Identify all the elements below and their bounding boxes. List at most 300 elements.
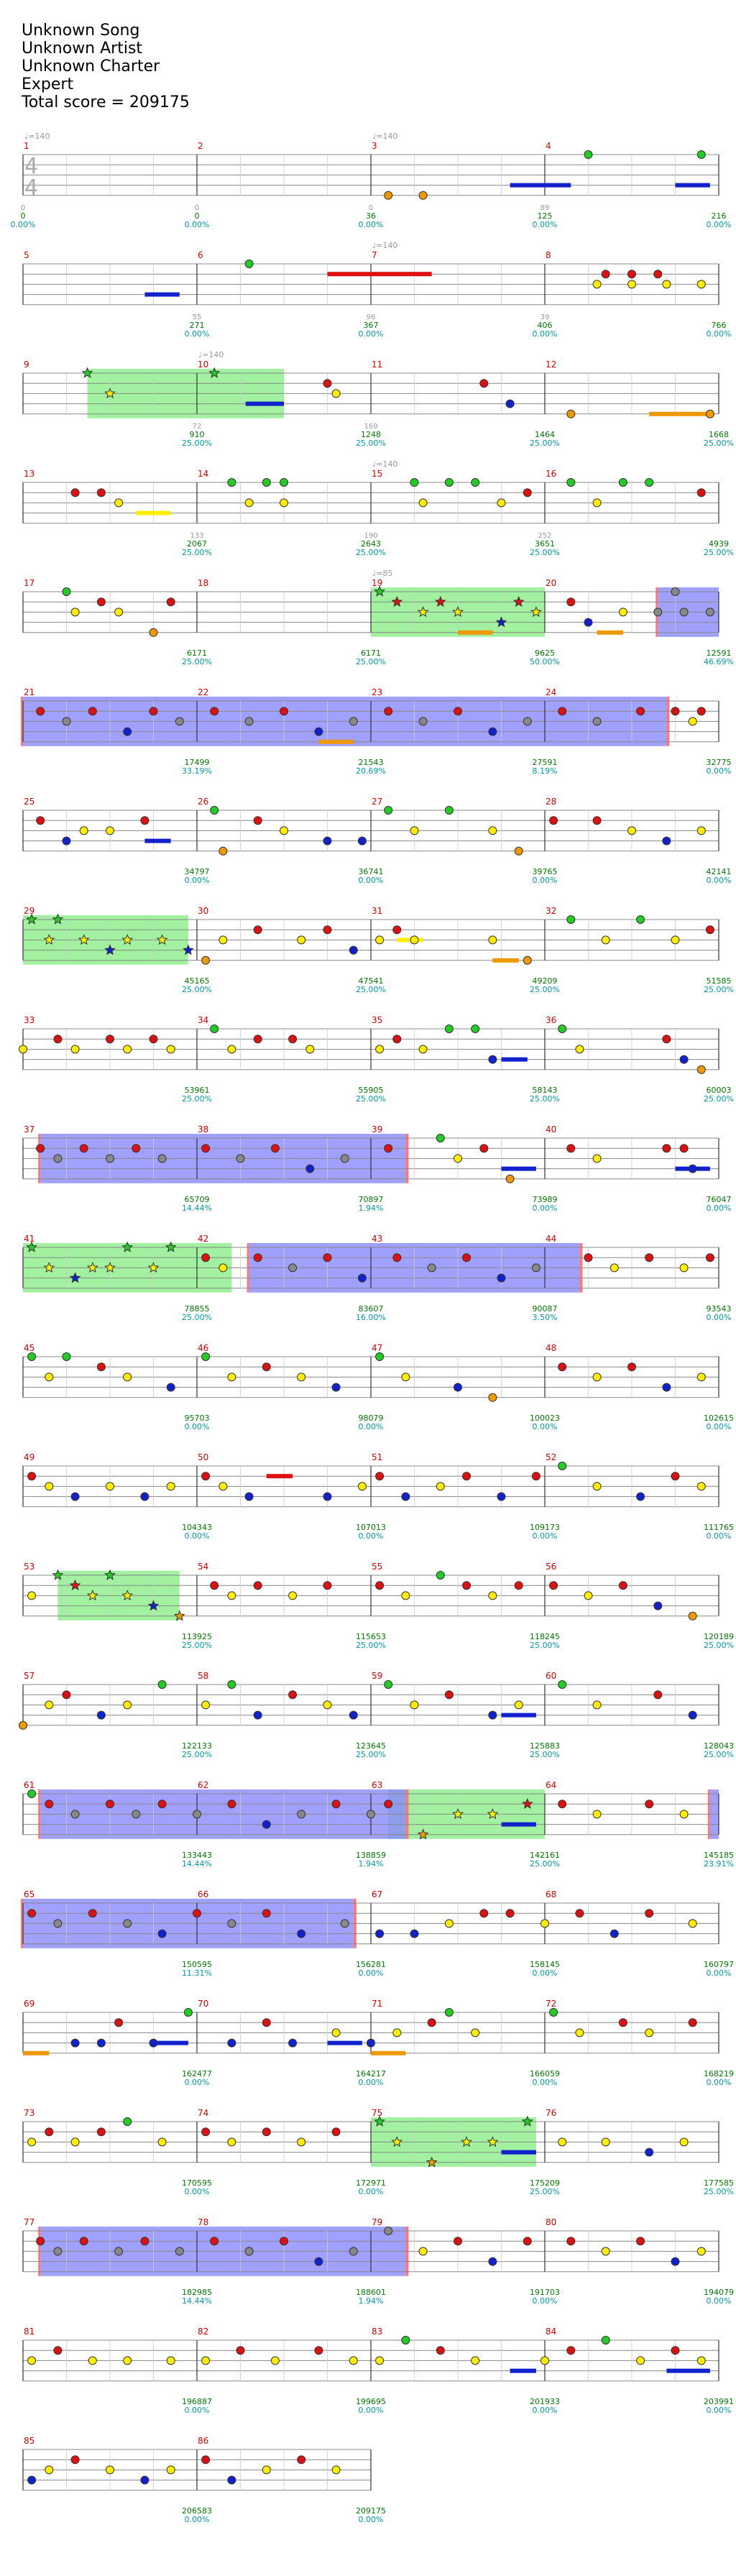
note-yellow <box>602 2247 610 2255</box>
measure-score: 120189 <box>704 1631 734 1641</box>
measure-number: 78 <box>198 2217 209 2227</box>
note-red <box>689 2019 696 2027</box>
note-red <box>97 2128 105 2136</box>
measure-number: 11 <box>372 359 383 370</box>
note-red <box>54 2347 62 2355</box>
note-yellow <box>332 390 340 398</box>
note-blue <box>71 1493 79 1500</box>
measure-number: 74 <box>198 2108 209 2118</box>
measure-score: 142161 <box>530 1850 560 1860</box>
note-yellow <box>341 1155 349 1163</box>
note-red <box>202 1145 210 1152</box>
measure-score: 175209 <box>530 2178 560 2188</box>
measure-number: 17 <box>24 578 35 588</box>
note-count: 0 <box>20 203 26 212</box>
note-yellow <box>54 1155 62 1163</box>
measure-percent: 0.00% <box>532 1968 558 1978</box>
note-green <box>28 1790 36 1798</box>
measure-score: 123645 <box>356 1741 386 1751</box>
note-yellow <box>132 1810 140 1818</box>
note-red <box>228 1800 236 1808</box>
note-red <box>202 2128 210 2136</box>
measure-number: 8 <box>546 250 551 260</box>
measure-percent: 0.00% <box>358 2186 384 2196</box>
measure-number: 58 <box>198 1671 209 1681</box>
note-yellow <box>489 936 497 944</box>
measure-percent: 25.00% <box>356 984 386 994</box>
note-yellow <box>341 1920 349 1928</box>
note-red <box>37 817 45 825</box>
note-red <box>593 817 601 825</box>
measure-number: 63 <box>372 1780 383 1790</box>
note-red <box>271 1145 279 1152</box>
measure-number: 13 <box>24 469 35 479</box>
sustain-blue <box>144 839 170 843</box>
measure-number: 61 <box>24 1780 35 1790</box>
note-orange <box>150 628 157 636</box>
note-yellow <box>219 936 227 944</box>
note-yellow <box>349 2247 357 2255</box>
note-yellow <box>228 2138 236 2146</box>
measure-score: 53961 <box>184 1085 210 1095</box>
note-red <box>523 489 531 497</box>
measure-percent: 0.00% <box>184 2186 210 2196</box>
note-orange <box>385 191 392 199</box>
note-yellow <box>202 1701 210 1709</box>
measure-score: 73989 <box>532 1194 558 1204</box>
note-yellow <box>271 2357 279 2365</box>
note-red <box>706 926 714 934</box>
note-red <box>254 1035 262 1043</box>
measure-percent: 0.00% <box>706 2296 732 2306</box>
note-yellow <box>593 499 601 507</box>
note-red <box>80 2237 88 2245</box>
note-green <box>410 479 418 487</box>
measure-score: 98079 <box>358 1413 384 1423</box>
measure-number: 25 <box>24 797 35 807</box>
note-yellow <box>532 1264 540 1272</box>
note-count: 252 <box>538 531 552 540</box>
sustain-orange <box>597 631 623 635</box>
measure-score: 39765 <box>532 866 558 876</box>
time-signature-top: 4 <box>24 154 39 179</box>
note-red <box>202 2456 210 2464</box>
note-red <box>480 380 488 388</box>
note-blue <box>71 2039 79 2047</box>
note-green <box>645 479 653 487</box>
sustain-orange <box>371 2051 405 2055</box>
note-yellow <box>376 936 384 944</box>
note-red <box>671 2347 679 2355</box>
measure-score: 1668 <box>709 429 729 439</box>
measure-score: 188601 <box>356 2287 386 2297</box>
note-yellow <box>576 2029 584 2037</box>
note-green <box>158 1681 166 1689</box>
measure-number: 27 <box>372 797 383 807</box>
note-blue <box>323 837 331 845</box>
measure-number: 81 <box>24 2327 35 2337</box>
sustain-blue <box>676 183 710 188</box>
note-yellow <box>219 1264 227 1272</box>
measure-percent: 25.00% <box>356 1640 386 1650</box>
measure-percent: 0.00% <box>184 2514 210 2524</box>
note-red <box>663 1145 671 1152</box>
measure-percent: 25.00% <box>704 1640 734 1650</box>
note-yellow <box>689 718 696 725</box>
sustain-blue <box>502 1713 536 1718</box>
measure-score: 104343 <box>182 1522 212 1532</box>
note-yellow <box>245 718 253 725</box>
note-yellow <box>376 2357 384 2365</box>
note-count: 72 <box>192 422 202 431</box>
note-red <box>132 1145 140 1152</box>
note-yellow <box>175 2247 183 2255</box>
note-blue <box>689 1711 696 1719</box>
note-yellow <box>706 608 714 616</box>
measure-score: 196887 <box>182 2396 212 2406</box>
note-yellow <box>193 1810 201 1818</box>
sustain-blue <box>502 1058 528 1062</box>
measure-score: 49209 <box>532 976 558 986</box>
measure-percent: 50.00% <box>530 656 560 666</box>
note-red <box>515 1582 523 1590</box>
note-yellow <box>393 2029 401 2037</box>
measure-number: 62 <box>198 1780 209 1790</box>
note-blue <box>671 2258 679 2265</box>
note-yellow <box>124 1045 132 1053</box>
measure-score: 203991 <box>704 2396 734 2406</box>
note-count: 0 <box>368 203 374 212</box>
measure-number: 73 <box>24 2108 35 2118</box>
note-red <box>558 1800 566 1808</box>
measure-percent: 14.44% <box>182 2296 212 2306</box>
measure-number: 71 <box>372 1999 383 2009</box>
note-yellow <box>671 936 679 944</box>
note-red <box>454 2237 462 2245</box>
note-blue <box>410 1930 418 1938</box>
note-red <box>558 707 566 715</box>
measure-score: 60003 <box>706 1085 732 1095</box>
note-yellow <box>349 2357 357 2365</box>
note-red <box>323 926 331 934</box>
measure-score: 125883 <box>530 1741 560 1751</box>
measure-number: 37 <box>24 1124 35 1135</box>
note-blue <box>28 2476 36 2484</box>
measure-percent: 25.00% <box>356 656 386 666</box>
measure-percent: 0.00% <box>706 329 732 339</box>
measure-percent: 25.00% <box>182 1094 212 1104</box>
note-yellow <box>106 1155 114 1163</box>
measure-number: 65 <box>24 1889 35 1899</box>
note-blue <box>454 1383 462 1391</box>
sustain-blue <box>510 2369 536 2373</box>
measure-number: 18 <box>198 578 209 588</box>
note-red <box>671 707 679 715</box>
note-yellow <box>28 2138 36 2146</box>
measure-number: 45 <box>24 1343 35 1353</box>
measure-number: 53 <box>24 1562 35 1572</box>
note-yellow <box>489 827 497 835</box>
measure-percent: 0.00% <box>358 2514 384 2524</box>
measure-percent: 25.00% <box>530 547 560 557</box>
measure-number: 44 <box>546 1234 557 1244</box>
note-orange <box>19 1721 27 1729</box>
sustain-orange <box>23 2051 49 2055</box>
sustain-blue <box>502 2150 536 2155</box>
measure-percent: 25.00% <box>704 438 734 448</box>
measure-number: 32 <box>546 906 557 916</box>
note-red <box>298 2456 305 2464</box>
note-red <box>619 1582 627 1590</box>
note-count: 96 <box>366 313 376 321</box>
measure-number: 46 <box>198 1343 209 1353</box>
note-red <box>97 489 105 497</box>
measure-number: 76 <box>546 2108 557 2118</box>
note-green <box>124 2118 132 2126</box>
measure-score: 158145 <box>530 1959 560 1969</box>
note-green <box>385 2227 392 2235</box>
measure-score: 145185 <box>704 1850 734 1860</box>
measure-score: 78855 <box>184 1303 210 1314</box>
staff-row <box>23 1780 734 1869</box>
note-yellow <box>349 718 357 725</box>
measure-number: 36 <box>546 1015 557 1025</box>
measure-percent: 0.00% <box>184 329 210 339</box>
measure-score: 6171 <box>187 648 207 658</box>
measure-percent: 0.00% <box>358 1968 384 1978</box>
note-blue <box>645 2148 653 2156</box>
staff-row <box>23 2436 386 2524</box>
measure-percent: 0.00% <box>532 1203 558 1213</box>
note-yellow <box>619 608 627 616</box>
note-yellow <box>80 827 88 835</box>
note-blue <box>228 2476 236 2484</box>
note-red <box>280 707 288 715</box>
measure-percent: 25.00% <box>530 1749 560 1759</box>
note-red <box>211 707 218 715</box>
measure-score: 113925 <box>182 1631 212 1641</box>
note-green <box>637 916 645 924</box>
note-yellow <box>541 1920 549 1928</box>
note-yellow <box>410 936 418 944</box>
measure-score: 0 <box>194 211 200 221</box>
measure-score: 109173 <box>530 1522 560 1532</box>
note-yellow <box>262 2466 270 2474</box>
measure-percent: 23.91% <box>704 1858 734 1869</box>
note-yellow <box>472 2357 479 2365</box>
measure-percent: 0.00% <box>706 1531 732 1541</box>
measure-score: 0 <box>20 211 26 221</box>
note-green <box>445 2009 453 2017</box>
staff-row <box>23 1452 734 1541</box>
note-blue <box>349 946 357 954</box>
measure-number: 7 <box>372 250 377 260</box>
measure-score: 133443 <box>182 1850 212 1860</box>
note-yellow <box>175 718 183 725</box>
note-blue <box>323 1493 331 1500</box>
measure-number: 83 <box>372 2327 383 2337</box>
measure-percent: 0.00% <box>706 2405 732 2415</box>
note-yellow <box>637 2357 645 2365</box>
sustain-blue <box>510 183 571 188</box>
note-blue <box>358 837 366 845</box>
note-green <box>376 1353 384 1361</box>
note-yellow <box>124 1701 132 1709</box>
note-blue <box>97 2039 105 2047</box>
note-yellow <box>402 1592 410 1600</box>
measure-number: 35 <box>372 1015 383 1025</box>
tempo-marker: ♩=140 <box>198 350 224 359</box>
note-red <box>385 707 392 715</box>
note-yellow <box>419 1045 427 1053</box>
note-yellow <box>697 1373 705 1381</box>
measure-percent: 25.00% <box>182 1749 212 1759</box>
note-yellow <box>680 2138 688 2146</box>
song-title: Unknown Song <box>22 22 140 40</box>
measure-score: 107013 <box>356 1522 386 1532</box>
note-green <box>262 479 270 487</box>
note-yellow <box>593 1482 601 1490</box>
measure-number: 1 <box>24 141 29 151</box>
note-yellow <box>697 280 705 288</box>
measure-score: 27591 <box>532 757 558 767</box>
total-score: Total score = 209175 <box>22 93 190 111</box>
measure-number: 85 <box>24 2436 35 2446</box>
note-yellow <box>245 499 253 507</box>
measure-score: 191703 <box>530 2287 560 2297</box>
measure-percent: 0.00% <box>184 2405 210 2415</box>
time-signature-bottom: 4 <box>24 175 39 201</box>
measure-number: 5 <box>24 250 29 260</box>
measure-number: 54 <box>198 1562 209 1572</box>
measure-number: 57 <box>24 1671 35 1681</box>
note-count: 169 <box>364 422 378 431</box>
note-red <box>550 817 558 825</box>
measure-score: 166059 <box>530 2068 560 2078</box>
measure-score: 2643 <box>361 538 381 549</box>
measure-number: 41 <box>24 1234 35 1244</box>
measure-score: 910 <box>189 429 205 439</box>
measure-number: 75 <box>372 2108 383 2118</box>
measure-percent: 0.00% <box>532 2077 558 2087</box>
note-blue <box>245 1493 253 1500</box>
note-red <box>167 598 175 606</box>
measure-score: 199695 <box>356 2396 386 2406</box>
note-red <box>37 2237 45 2245</box>
note-green <box>228 479 236 487</box>
note-red <box>385 1800 392 1808</box>
measure-score: 90087 <box>532 1303 558 1314</box>
note-yellow <box>628 827 636 835</box>
staff-row <box>19 1015 734 1104</box>
note-red <box>45 2128 53 2136</box>
note-red <box>141 2237 149 2245</box>
staff-row <box>23 906 734 994</box>
note-yellow <box>428 1264 436 1272</box>
note-red <box>697 707 705 715</box>
note-green <box>228 1681 236 1689</box>
note-yellow <box>167 2466 175 2474</box>
note-yellow <box>167 1045 175 1053</box>
note-green <box>697 151 705 159</box>
staff-row <box>23 2327 734 2415</box>
note-blue <box>584 618 592 626</box>
note-red <box>706 1254 714 1262</box>
measure-number: 70 <box>198 1999 209 2009</box>
measure-percent: 1.94% <box>358 2296 384 2306</box>
note-red <box>158 1800 166 1808</box>
sustain-blue <box>154 2041 188 2045</box>
measure-number: 9 <box>24 359 29 370</box>
note-count: 55 <box>192 313 202 321</box>
measure-score: 128043 <box>704 1741 734 1751</box>
note-yellow <box>663 280 671 288</box>
measure-number: 2 <box>198 141 203 151</box>
note-orange <box>567 410 575 418</box>
note-red <box>63 1691 70 1699</box>
note-blue <box>637 1493 645 1500</box>
measure-percent: 0.00% <box>532 2405 558 2415</box>
measure-number: 52 <box>546 1452 557 1462</box>
measure-number: 33 <box>24 1015 35 1025</box>
measure-score: 6171 <box>361 648 381 658</box>
note-red <box>532 1472 540 1480</box>
measure-percent: 14.44% <box>182 1858 212 1869</box>
note-green <box>436 1135 444 1142</box>
staff-row <box>23 1999 734 2087</box>
note-blue <box>289 2039 297 2047</box>
measure-score: 102615 <box>704 1413 734 1423</box>
note-yellow <box>697 2357 705 2365</box>
note-yellow <box>106 827 114 835</box>
note-red <box>506 1910 514 1917</box>
note-blue <box>663 1383 671 1391</box>
note-yellow <box>680 1810 688 1818</box>
measure-number: 21 <box>24 687 35 697</box>
note-orange <box>219 847 227 855</box>
note-green <box>558 1681 566 1689</box>
measure-score: 125 <box>537 211 553 221</box>
note-red <box>445 1691 453 1699</box>
note-yellow <box>376 1045 384 1053</box>
note-yellow <box>106 2466 114 2474</box>
note-blue <box>497 1493 505 1500</box>
note-yellow <box>298 1373 305 1381</box>
measure-score: 367 <box>363 320 379 330</box>
note-yellow <box>410 827 418 835</box>
measure-percent: 0.00% <box>532 329 558 339</box>
note-red <box>454 707 462 715</box>
measure-percent: 25.00% <box>704 1749 734 1759</box>
measure-percent: 25.00% <box>182 1640 212 1650</box>
note-red <box>393 1035 401 1043</box>
note-red <box>645 1254 653 1262</box>
measure-percent: 0.00% <box>706 766 732 776</box>
measure-score: 1248 <box>361 429 381 439</box>
note-red <box>254 817 262 825</box>
measure-score: 164217 <box>356 2068 386 2078</box>
measure-percent: 0.00% <box>358 219 384 229</box>
note-blue <box>150 2039 157 2047</box>
note-red <box>376 1582 384 1590</box>
note-blue <box>610 1930 618 1938</box>
note-blue <box>97 1711 105 1719</box>
measure-percent: 0.00% <box>532 1421 558 1431</box>
note-yellow <box>332 2466 340 2474</box>
staff-row <box>23 2217 734 2306</box>
note-red <box>393 926 401 934</box>
note-blue <box>254 1711 262 1719</box>
